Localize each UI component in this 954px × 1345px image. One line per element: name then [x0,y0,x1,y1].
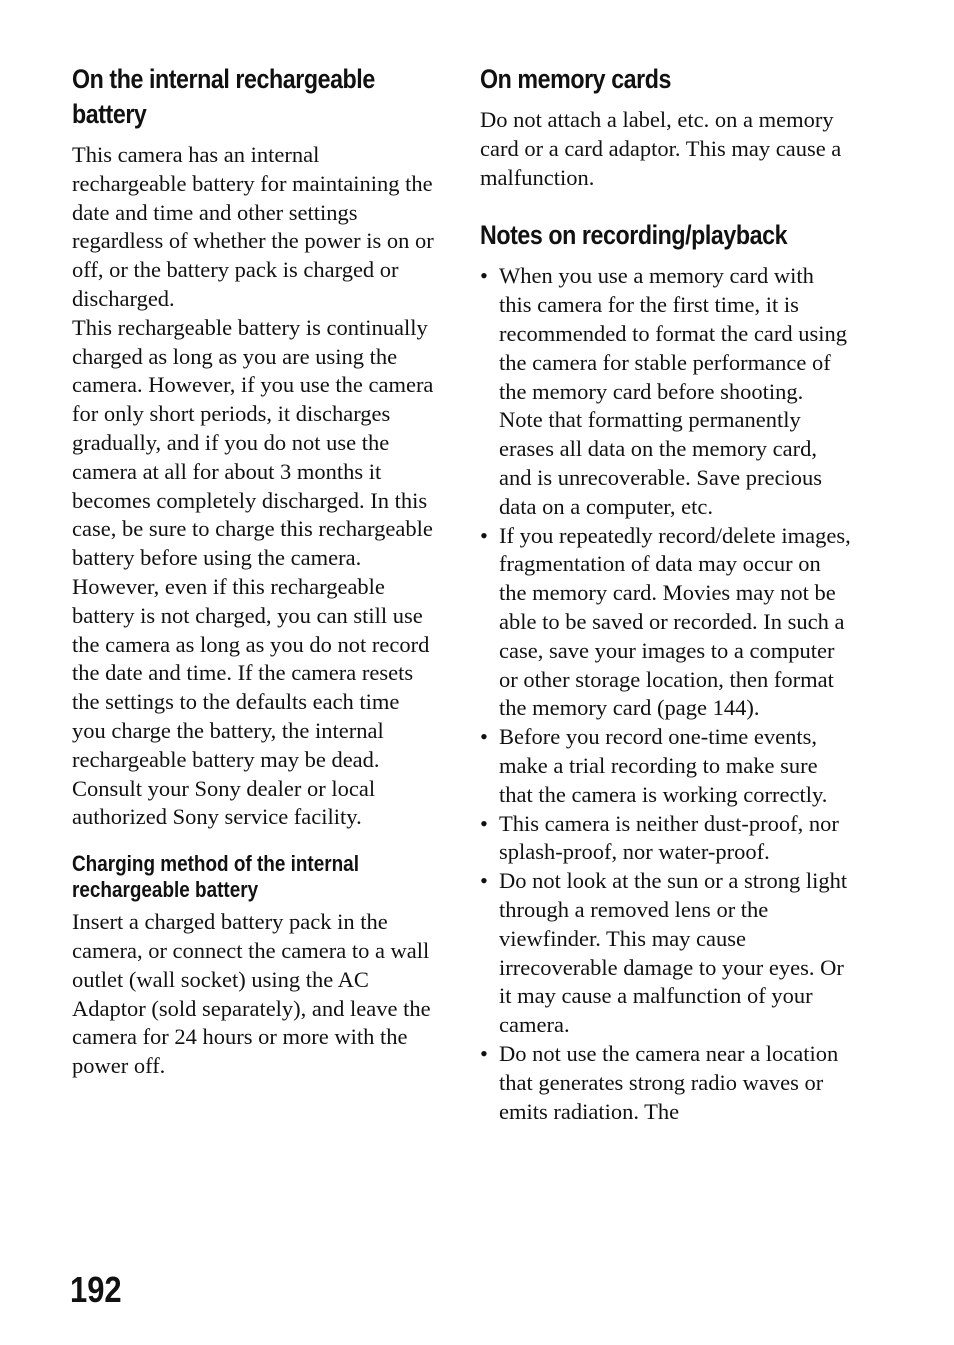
memory-cards-paragraph: Do not attach a label, etc. on a memory card or a card adaptor. This may cause a malfunction. [480,107,842,190]
charging-method-paragraph: Insert a charged battery pack in the camera, or connect the camera to a wall outlet (wall socket) using the AC Adaptor (sold separately), and leave the camera for 24 hours or more with the power off. [72,909,431,1079]
list-item [480,522,852,724]
note-text: If you repeatedly record/delete images, fragmentation of data may occur on the memory card. Movies may not be able to be saved or recorded. In such a case, save your images to a computer or other storage location, then format the memory card (page 144). [499,522,851,721]
note-text: Before you record one-time events, make a trial recording to make sure that the camera is working correctly. [499,724,828,807]
list-item [480,810,852,868]
internal-battery-heading: On the internal rechargeable battery [72,64,375,129]
charging-method-subheading: Charging method of the internal rechargeable battery [72,851,359,903]
note-text: Do not look at the sun or a strong light through a removed lens or the viewfinder. This may cause irrecoverable damage to your eyes. Or it may cause a malfunction of your camera. [499,868,848,1038]
left-column [72,62,438,1081]
memory-cards-heading: On memory cards [480,64,672,94]
bullet-icon: • [480,810,488,836]
list-item [480,1040,852,1126]
page-number: 192 [70,1269,122,1310]
bullet-icon: • [480,868,488,894]
list-item [480,723,852,809]
note-text: Do not use the camera near a location that generates strong radio waves or emits radiation. The [499,1040,839,1124]
bullet-icon: • [480,1040,488,1066]
bullet-icon: • [480,522,488,548]
bullet-icon: • [480,263,488,289]
note-text: When you use a memory card with this camera for the first time, it is recommended to format the card using the camera for stable performance of the memory card before shooting. Note that formatting permanently erases all data on the memory card, and is unrecoverable. Save precious data on a computer, etc. [499,263,848,519]
list-item [480,262,852,521]
list-item [480,867,852,1040]
recording-playback-heading: Notes on recording/playback [480,220,788,251]
internal-battery-paragraph-3: However, even if this rechargeable battery is not charged, you can still use the camera as long as you do not record the date and time. If the camera resets the settings to the defaults each time you charge the battery, the internal rechargeable battery may be dead. Consult your Sony dealer or local authorized Sony service facility. [72,573,430,830]
note-text: This camera is neither dust-proof, nor splash-proof, nor water-proof. [499,810,839,865]
right-column [480,62,852,1126]
recording-notes-list [480,262,852,1126]
bullet-icon: • [480,724,488,750]
internal-battery-paragraph-2: This rechargeable battery is continually charged as long as you are using the camera. However, if you use the camera for only short periods, it discharges gradually, and if you do not use the camera at all for about 3 months it becomes completely discharged. In this case, be sure to charge this rechargeable battery before using the camera. [72,314,434,571]
internal-battery-paragraph-1: This camera has an internal rechargeable battery for maintaining the date and time and other settings regardless of whether the power is on or off, or the battery pack is charged or discharged. [72,142,434,311]
